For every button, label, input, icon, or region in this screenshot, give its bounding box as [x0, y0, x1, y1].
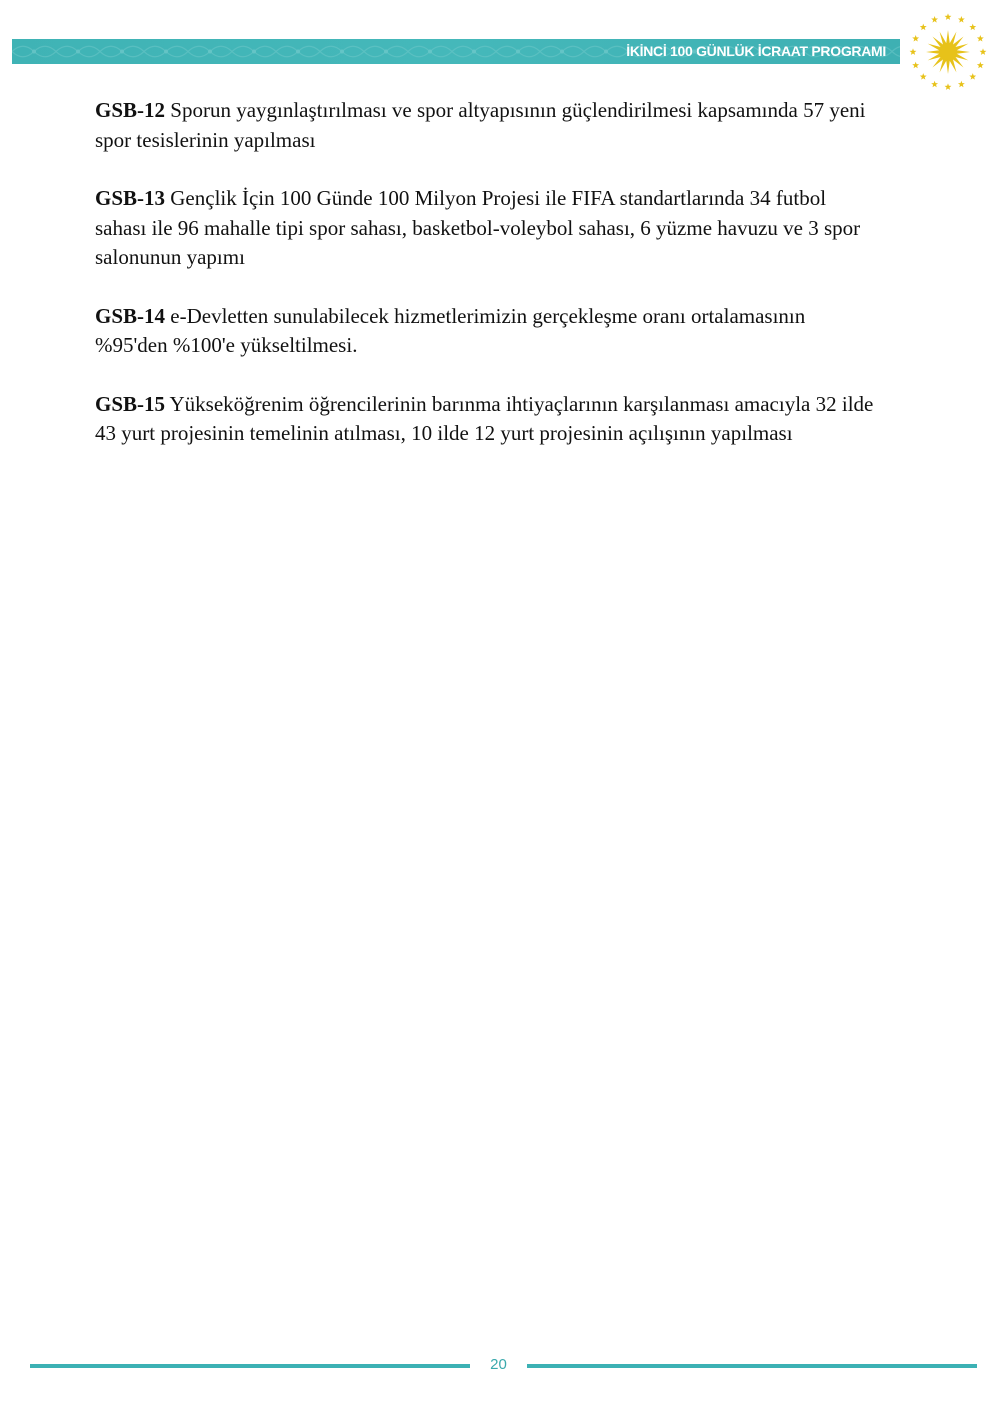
list-item	[95, 96, 875, 155]
seal-star-icon	[910, 48, 917, 55]
item-code: GSB-14	[95, 303, 166, 328]
seal-star-icon	[969, 24, 976, 31]
seal-star-icon	[920, 73, 927, 80]
seal-sun-core	[940, 44, 956, 60]
item-text: Gençlik İçin 100 Günde 100 Milyon Projesi ile FIFA standartlarında 34 futbol sahası ile 96 mahalle tipi spor sahası, basketbol-voleybol sahası, 6 yüzme havuzu ve 3 spor salonunun yapımı	[95, 186, 861, 269]
seal-star-icon	[958, 81, 965, 88]
list-item	[95, 390, 875, 449]
seal-star-icon	[945, 13, 952, 20]
seal-star-icon	[958, 16, 965, 23]
seal-star-icon	[912, 35, 919, 42]
item-text: e-Devletten sunulabilecek hizmetlerimizin gerçekleşme oranı ortalamasının %95'den %100'e yükseltilmesi.	[95, 303, 806, 357]
document-body	[95, 96, 875, 478]
seal-star-icon	[977, 35, 984, 42]
item-code: GSB-12	[95, 98, 166, 122]
item-text: Sporun yaygınlaştırılması ve spor altyapısının güçlendirilmesi kapsamında 57 yeni spor tesislerinin yapılması	[95, 98, 866, 152]
footer-divider-right	[527, 1364, 977, 1368]
item-code: GSB-13	[95, 186, 166, 210]
list-item	[95, 184, 875, 273]
seal-star-icon	[931, 81, 938, 88]
presidential-seal-icon	[906, 10, 990, 94]
seal-star-icon	[920, 24, 927, 31]
header-title: İKİNCİ 100 GÜNLÜK İCRAAT PROGRAMI	[626, 43, 886, 59]
seal-star-icon	[945, 83, 952, 90]
item-text: Yükseköğrenim öğrencilerinin barınma ihtiyaçlarının karşılanması amacıyla 32 ilde 43 yurt projesinin temelinin atılması, 10 ilde 12 yurt projesinin açılışının yapılması	[95, 391, 874, 445]
page-number: 20	[490, 1356, 507, 1373]
seal-star-icon	[969, 73, 976, 80]
seal-star-icon	[977, 62, 984, 69]
seal-star-icon	[912, 62, 919, 69]
footer-divider-left	[30, 1364, 470, 1368]
item-code: GSB-15	[95, 391, 166, 416]
header-band	[12, 39, 900, 64]
seal-star-icon	[931, 16, 938, 23]
seal-star-icon	[980, 48, 987, 55]
list-item	[95, 302, 875, 361]
